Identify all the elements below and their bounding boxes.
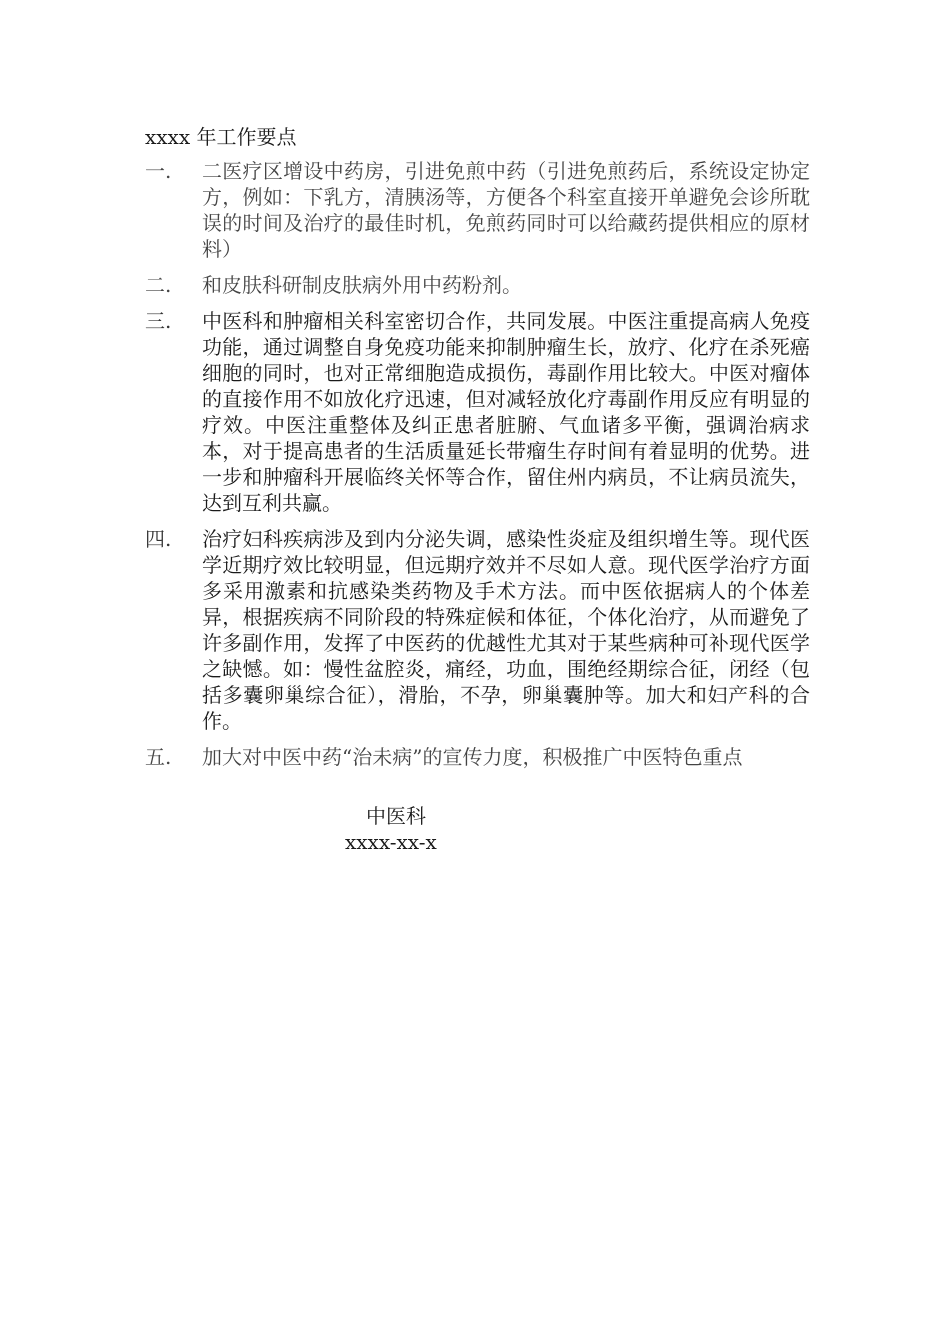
signature-department: 中医科 <box>366 804 426 828</box>
list-item <box>145 744 810 770</box>
signature-date: xxxx-xx-x <box>345 830 437 854</box>
list-item <box>145 272 810 298</box>
item-number: 五. <box>145 745 172 769</box>
item-text: 加大对中医中药“治未病”的宣传力度，积极推广中医特色重点 <box>202 745 743 769</box>
item-text: 二医疗区增设中药房，引进免煎中药（引进免煎药后，系统设定协定方，例如：下乳方，清胰汤等，方便各个科室直接开单避免会诊所耽误的时间及治疗的最佳时机，免煎药同时可以给藏药提供相应的原材料） <box>202 159 810 261</box>
item-text: 中医科和肿瘤相关科室密切合作，共同发展。中医注重提高病人免疫功能，通过调整自身免疫功能来抑制肿瘤生长，放疗、化疗在杀死癌细胞的同时，也对正常细胞造成损伤，毒副作用比较大。中医对瘤体的直接作用不如放化疗迅速，但对减轻放化疗毒副作用反应有明显的疗效。中医注重整体及纠正患者脏腑、气血诸多平衡，强调治病求本，对于提高患者的生活质量延长带瘤生存时间有着显明的优势。进一步和肿瘤科开展临终关怀等合作，留住州内病员，不让病员流失，达到互利共赢。 <box>202 309 810 515</box>
item-number: 一. <box>145 159 172 183</box>
document-title: xxxx 年工作要点 <box>145 125 297 149</box>
work-items-list <box>145 158 810 780</box>
item-number: 二. <box>145 273 172 297</box>
item-number: 四. <box>145 527 172 551</box>
item-number: 三. <box>145 309 172 333</box>
list-item <box>145 158 810 262</box>
list-item <box>145 526 810 734</box>
item-text: 和皮肤科研制皮肤病外用中药粉剂。 <box>202 273 522 297</box>
list-item <box>145 308 810 516</box>
item-text: 治疗妇科疾病涉及到内分泌失调，感染性炎症及组织增生等。现代医学近期疗效比较明显，但远期疗效并不尽如人意。现代医学治疗方面多采用激素和抗感染类药物及手术方法。而中医依据病人的个体差异，根据疾病不同阶段的特殊症候和体征，个体化治疗，从而避免了许多副作用，发挥了中医药的优越性尤其对于某些病种可补现代医学之缺憾。如：慢性盆腔炎，痛经，功血，围绝经期综合征，闭经（包括多囊卵巢综合征），滑胎，不孕，卵巢囊肿等。加大和妇产科的合作。 <box>202 527 810 733</box>
